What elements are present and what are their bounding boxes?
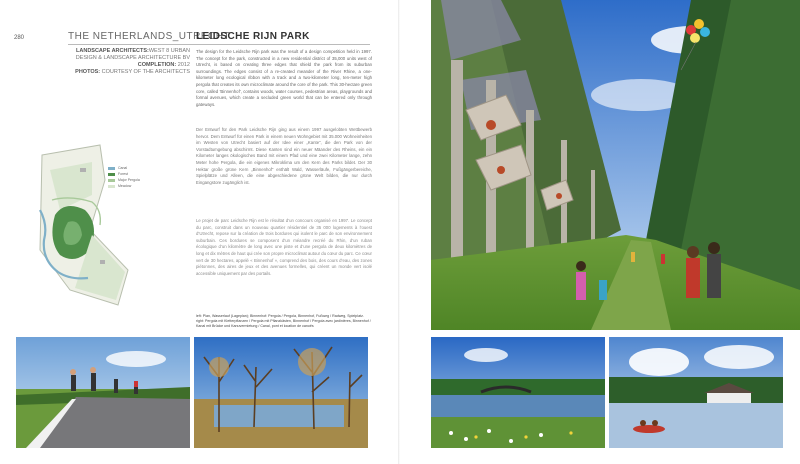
project-location: THE NETHERLANDS_UTRECHT [68,31,231,42]
legend-label: Meadow [118,184,132,188]
project-credits [68,48,190,76]
project-title: LEIDSCHE RIJN PARK [196,31,310,42]
paragraph-english: The design for the Leidsche Rijn park was the result of a design competition held in 1997. The concept for the park, constructed in a new residential district of 35,000 units west of Utrecht, is based on creating three edges that shield the park from its suburban surroundings. The edges consist of a re-created meander of the River Rhine, a one-kilometer long ecological ribbon with a track and a two-kilometer long, ten-meter high pergola that creates its own microclimate around the core of the park. This 30-hectare green core, called 'Binnenhof', contains woods, water courses, pedestrian areas, playgrounds and formal avenues, which create a secluded green world that can be entered only through gateways. [196,49,372,107]
legend-label: Forest [118,172,128,176]
legend-label: Canal [118,166,128,170]
map-legend [108,165,140,189]
right-page [400,0,800,464]
page-number: 280 [14,35,25,41]
completion-label: COMPLETION: [137,62,177,68]
legend-swatch [108,185,115,188]
header-rule [68,44,370,45]
photos-value: COURTESY OF THE ARCHITECTS [101,69,190,75]
image-caption: left: Plan, Wasserlauf (Lageplan); Binnenhof: Pergola / Pergola, Binnenhof, Fußweg / Radweg, Spielplatz. right: Pergola mit Kletterpflanzen / Pergola mit Pflanzkästen, Binnenhof / Pergola avec jardinières, Binnenhof / Kanal mit Brücke und Kanuvermietung / Canal, pont et location de canoës [196,314,371,328]
paragraph-french: Le projet de parc Leidsche Rijn est le résultat d’un concours organisé en 1997. Le concept du parc, construit dans un nouveau quartier résidentiel de 35 000 logements à l’ouest d’Utrecht, repose sur la création de trois bordures qui isolent le parc de son environnement suburbain. Ces bordures se composent d’un méandre recréé du Rhin, d’un ruban écologique d’un kilomètre de long avec une piste et d’une pergola de deux kilomètres de long et dix mètres de haut qui crée son propre microclimat autour du cœur du parc. Ce cœur vert de 30 hectares, appelé « Binnenhof », comprend des bois, des cours d’eau, des zones piétonnes, des aires de jeux et des avenues formelles, qui créent un monde vert isolé accessible uniquement par des portails. [196,218,372,276]
photo-canal-bridge [431,337,605,448]
legend-item [108,183,140,189]
photo-canoe-lake [609,337,783,448]
photos-label: PHOTOS: [75,69,101,75]
legend-swatch [108,167,115,170]
photo-path-walkers [16,337,190,448]
photo-trees-water [194,337,368,448]
architects-label: LANDSCAPE ARCHITECTS: [76,48,149,54]
architects-value: WEST 8 URBAN DESIGN & LANDSCAPE ARCHITECTURE BV [75,48,190,61]
legend-swatch [108,179,115,182]
legend-swatch [108,173,115,176]
legend-label: Major Pergola [118,178,140,182]
completion-value: 2012 [177,62,190,68]
photo-pergola-planters [431,0,800,330]
paragraph-german: Der Entwurf für den Park Leidsche Rijn ging aus einem 1997 ausgelobten Wettbewerb hervor. Dem Entwurf für einen Park in einem neuen Wohngebiet mit 35.000 Wohneinheiten im Westen von Utrecht basiert auf der Idee einer „Kante“, die den Park von der Vorstadtumgebung abschirmt. Diese Kanten sind ein neuer Mäander des Rheins, ein ein Kilometer langes ökologisches Band mit einem Pfad und eine zwei Kilometer lange, zehn Meter hohe Pergola, die ein eigenes Mikroklima um den Kern des Parks bildet. Der 30 Hektar große grüne Kern „Binnenhof“ enthält Wald, Wasserläufe, Fußgängerbereiche, Spielplätze und Alleen, die eine abgeschiedene grüne Welt bilden, die nur durch Eingangstore zugänglich ist. [196,127,372,185]
